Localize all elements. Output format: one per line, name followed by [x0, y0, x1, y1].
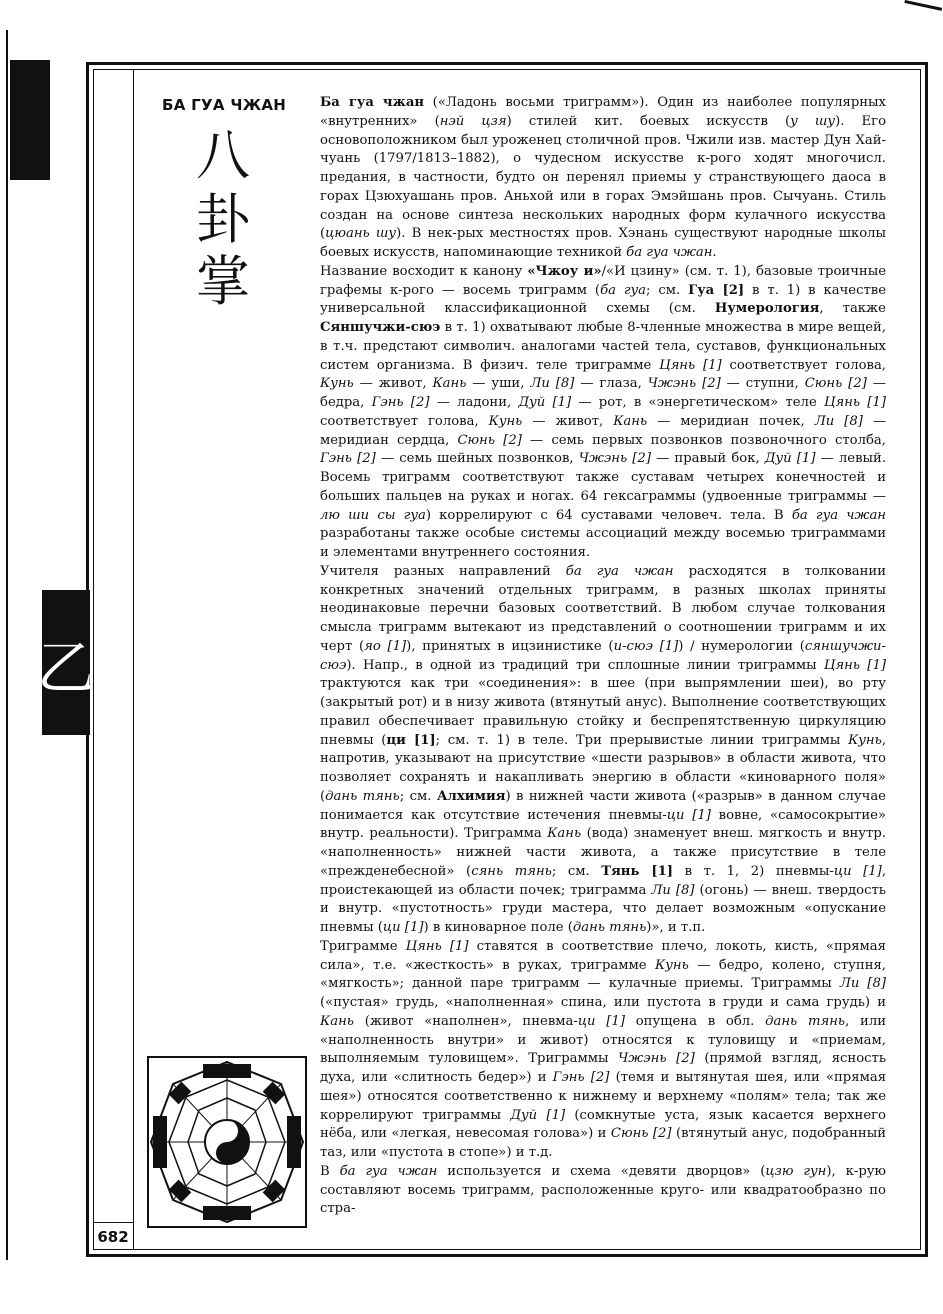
- italic-term: Цянь [1]: [405, 938, 469, 954]
- text-run: в т. 1) в качестве универсальной классификационной схемы (см.: [320, 282, 887, 317]
- italic-term: Гэнь [2]: [371, 395, 430, 410]
- italic-term: ба гуа чжан: [791, 507, 886, 523]
- text-run: — левый. Восемь триграмм соответствуют также суставам четырех конечностей и больших пальцев на руках и ногах. 64 гексаграммы (удвоенные триграммы —: [320, 451, 887, 504]
- text-run: В: [320, 1163, 340, 1179]
- text-run: Название восходит к канону: [320, 263, 528, 279]
- text-run: — ступни,: [720, 376, 805, 392]
- italic-term: лю ши сы гуа: [320, 507, 426, 523]
- text-run: — меридиан почек,: [647, 413, 815, 429]
- text-run: ) / нумерологии (: [678, 638, 805, 654]
- italic-term: у шу: [790, 113, 836, 129]
- entry-title: БА ГУА ЧЖАН: [162, 96, 287, 114]
- paragraph: [320, 938, 886, 1163]
- scan-corner-mark: [904, 0, 942, 11]
- text-run: — рот, в «энергетическом» теле: [571, 395, 824, 410]
- text-run: — бедро, колено, ступня, «мягкость»; данной паре триграмм — кулачные приемы. Триграммы: [320, 957, 886, 992]
- text-run: — правый бок,: [650, 451, 765, 467]
- bold-term: Ба гуа чжан: [320, 95, 425, 110]
- text-run: , напротив, указывают на присутствие «шести разрывов» в области живота, что позволяет сохранять и накапливать энергию в области «киноварного поля» (: [320, 732, 887, 804]
- text-run: (живот «наполнен», пневма-: [353, 1013, 578, 1029]
- text-run: Учителя разных направлений: [320, 563, 566, 579]
- bold-term: Тянь [1]: [601, 863, 674, 879]
- text-run: в т. 1, 2) пневмы-: [673, 863, 834, 879]
- italic-term: Ли [8]: [530, 376, 575, 392]
- italic-term: Дуй [1]: [764, 451, 816, 467]
- italic-term: дань тянь: [572, 920, 647, 935]
- text-run: опущена в обл.: [624, 1013, 766, 1029]
- italic-term: яо [1]: [364, 638, 407, 654]
- book-spine-shadow: [10, 60, 50, 180]
- italic-term: ба гуа: [600, 282, 647, 298]
- text-run: )», и т.п.: [646, 920, 706, 935]
- text-run: ). Его основоположником был уроженец столичной пров. Чжили изв. мастер Дун Хай-чуань (1797/1813–1882), о чудесном искусстве к-рого ходят многочисл. предания, в частности, будто он перенял приемы у странствующего даоса в горах Цзюхуашань пров. Аньхой или в горах Эмэйшань пров. Сычуань. Стиль создан на основе синтеза нескольких народных форм кулачного искусства (: [320, 113, 887, 242]
- italic-term: Чжэнь [2]: [578, 451, 651, 467]
- text-run: — семь шейных позвонков,: [375, 451, 579, 467]
- italic-term: Кунь: [848, 732, 882, 748]
- italic-term: Кунь: [655, 957, 689, 973]
- page-number: 682: [93, 1222, 134, 1250]
- italic-term: сянь тянь: [471, 863, 552, 879]
- italic-term: Сюнь [2]: [804, 376, 867, 392]
- italic-term: дань тянь: [765, 1013, 846, 1029]
- text-run: — бедра,: [320, 376, 886, 410]
- text-run: ) в киноварное поле (: [423, 920, 573, 935]
- text-run: используется и схема «девяти дворцов» (: [437, 1163, 766, 1179]
- entry-hanzi-1: 八: [196, 124, 250, 187]
- italic-term: Кань: [613, 413, 648, 429]
- text-run: (сомкнутые уста, язык касается верхнего нёба, или «легкая, невесомая голова») и: [320, 1107, 886, 1142]
- text-run: расходятся в толковании конкретных значений отдельных триграмм, в разных школах приняты неодинаковые перечни базовых соответствий. В любом случае толкования смысла триграмм вытекают из представлений о соотношении триграмм и их черт (: [320, 563, 886, 654]
- text-run: ставятся в соответствие плечо, локоть, кисть, «прямая сила», т.е. «жесткость» в руках, триграмме: [320, 938, 886, 973]
- text-run: соответствует голова,: [721, 357, 886, 373]
- text-run: (прямой взгляд, ясность духа, или «слитность бедер») и: [320, 1051, 887, 1085]
- italic-term: Цянь [1]: [823, 657, 886, 673]
- italic-term: Ли [8]: [839, 976, 886, 992]
- text-run: Триграмме: [320, 938, 406, 954]
- paragraph: [320, 94, 886, 263]
- italic-term: ци [1]: [577, 1013, 625, 1029]
- text-run: — глаза,: [574, 376, 648, 392]
- text-run: ; см.: [646, 282, 689, 298]
- text-run: — ладони,: [429, 395, 519, 410]
- text-run: («пустая» грудь, «наполненная» спина, или пустота в груди и сама грудь) и: [320, 995, 886, 1010]
- italic-term: Гэнь [2]: [320, 451, 376, 467]
- bold-term: Нумерология: [714, 301, 820, 317]
- italic-term: Кань: [320, 1013, 354, 1029]
- italic-term: ба гуа чжан.: [626, 245, 717, 260]
- italic-term: Дуй [1]: [518, 395, 572, 410]
- text-run: , проистекающей из области почек; триграмма: [320, 863, 887, 898]
- bagua-diagram-illustration: [147, 1056, 307, 1228]
- italic-term: Кань: [547, 826, 582, 842]
- italic-term: ци [1]: [833, 863, 882, 879]
- text-run: ) стилей кит. боевых искусств (: [506, 113, 791, 129]
- text-run: ; см.: [551, 863, 602, 879]
- text-run: , также: [819, 301, 886, 317]
- scan-edge-line: [6, 30, 8, 1260]
- text-run: ) коррелируют с 64 суставами человеч. тела. В: [425, 507, 792, 523]
- italic-term: Чжэнь [2]: [618, 1051, 695, 1067]
- bold-term: ци [1]: [386, 732, 436, 748]
- italic-term: Кунь: [488, 413, 523, 429]
- italic-term: ба гуа чжан: [565, 563, 674, 579]
- paragraph: [320, 1163, 886, 1219]
- italic-term: цюань шу: [325, 226, 397, 242]
- text-run: трактуются как три «соединения»: в шее (при выпрямлении шеи), во рту (закрытый рот) и в низу живота (втянутый анус). Выполнение соответствующих правил обеспечивает правильную стойку и беспрепятственную циркуляцию пневмы (: [320, 676, 886, 748]
- text-run: ). Напр., в одной из традиций три сплошные линии триграммы: [346, 657, 824, 673]
- entry-hanzi-2: 卦: [196, 188, 250, 251]
- italic-term: Чжэнь [2]: [647, 376, 721, 392]
- italic-term: дань тянь: [325, 788, 400, 804]
- text-run: ; см.: [399, 788, 437, 804]
- italic-term: Цянь [1]: [659, 357, 722, 373]
- text-run: ). В нек-рых местностях пров. Хэнань существуют народные школы боевых искусств, напоминающие техникой: [320, 226, 887, 260]
- italic-term: ци [1]: [666, 807, 711, 823]
- text-run: ), принятых в ицзинистике (: [406, 638, 614, 654]
- italic-term: ба гуа чжан: [339, 1163, 438, 1179]
- text-run: («Ладонь восьми триграмм»). Один из наиболее популярных «внутренних» (: [320, 95, 886, 129]
- text-run: , или «наполненность внутри» и живот) относятся к туловищу и «приемам, выполняемым туловищем». Триграммы: [320, 1013, 886, 1067]
- italic-term: Сюнь [2]: [457, 432, 522, 448]
- text-run: ), к-рую составляют восемь триграмм, расположенные круго- или квадратообразно по стра-: [320, 1163, 887, 1217]
- italic-term: сяншучжи-сюэ: [320, 638, 887, 673]
- italic-term: ци [1]: [382, 920, 424, 935]
- text-run: ; см. т. 1) в теле. Три прерывистые линии триграммы: [435, 732, 849, 748]
- text-run: в т. 1) охватывают любые 8-членные множества в мире вещей, в т.ч. предстают символич. аналогами частей тела, суставов, функциональных систем организма. В физич. теле триграмме: [320, 320, 886, 373]
- text-run: (огонь) — внеш. твердость и внутр. «пустотность» груди мастера, что делает возможным «опускание пневмы (: [320, 882, 886, 935]
- text-run: — семь первых позвонков позвоночного столба,: [521, 432, 886, 448]
- bold-term: «Чжоу и»: [527, 263, 602, 279]
- bold-term: Гуа [2]: [688, 282, 745, 298]
- thumb-index-char: 乙: [37, 633, 96, 702]
- text-run: — живот,: [522, 413, 614, 429]
- italic-term: Кань: [432, 376, 467, 392]
- italic-term: Ли [8]: [814, 413, 863, 429]
- paragraph: [320, 563, 886, 938]
- paragraph: [320, 263, 886, 563]
- italic-term: Гэнь [2]: [552, 1070, 610, 1085]
- italic-term: Ли [8]: [651, 882, 695, 898]
- italic-term: нэй цзя: [439, 113, 507, 129]
- italic-term: и-сюэ [1]: [613, 638, 679, 654]
- text-run: разработаны также особые системы ассоциаций между восемью триграммами и элементами внутреннего состояния.: [320, 526, 886, 560]
- text-run: соответствует голова,: [320, 413, 489, 429]
- text-run: (темя и вытянутая шея, или «прямая шея») относятся соответственно к нижнему и верхнему «полям» тела; так же коррелируют триграммы: [320, 1070, 887, 1123]
- margin-rule: [133, 69, 134, 1250]
- entry-hanzi-3: 掌: [196, 250, 250, 313]
- italic-term: Цянь [1]: [823, 395, 886, 410]
- article-body: [320, 94, 886, 1219]
- text-run: вовне, «самосокрытие» внутр. реальности). Триграмма: [320, 807, 886, 842]
- text-run: (втянутый анус, подобранный таз, или «пустота в стопе») и т.д.: [320, 1126, 886, 1160]
- italic-term: цзю гун: [765, 1163, 827, 1179]
- bold-term: Алхимия: [436, 788, 506, 804]
- text-run: ) в нижней части живота («разрыв» в данном случае понимается как отсутствие истечения пневмы-: [320, 788, 886, 823]
- text-run: — уши,: [466, 376, 531, 392]
- text-run: /«И цзину» (см. т. 1), базовые троичные графемы к-рого — восемь триграмм (: [320, 263, 887, 298]
- text-run: — меридиан сердца,: [320, 413, 887, 448]
- italic-term: Дуй [1]: [510, 1107, 566, 1123]
- text-run: — живот,: [353, 376, 433, 392]
- bold-term: Сяншучжи-сюэ: [320, 320, 441, 335]
- thumb-index-tab: [37, 590, 96, 735]
- italic-term: Сюнь [2]: [610, 1126, 672, 1142]
- italic-term: Кунь: [320, 376, 354, 392]
- text-run: (вода) знаменует внеш. мягкость и внутр. «наполненность» нижней части живота, а также присутствие в теле «прежденебесной» (: [320, 826, 886, 879]
